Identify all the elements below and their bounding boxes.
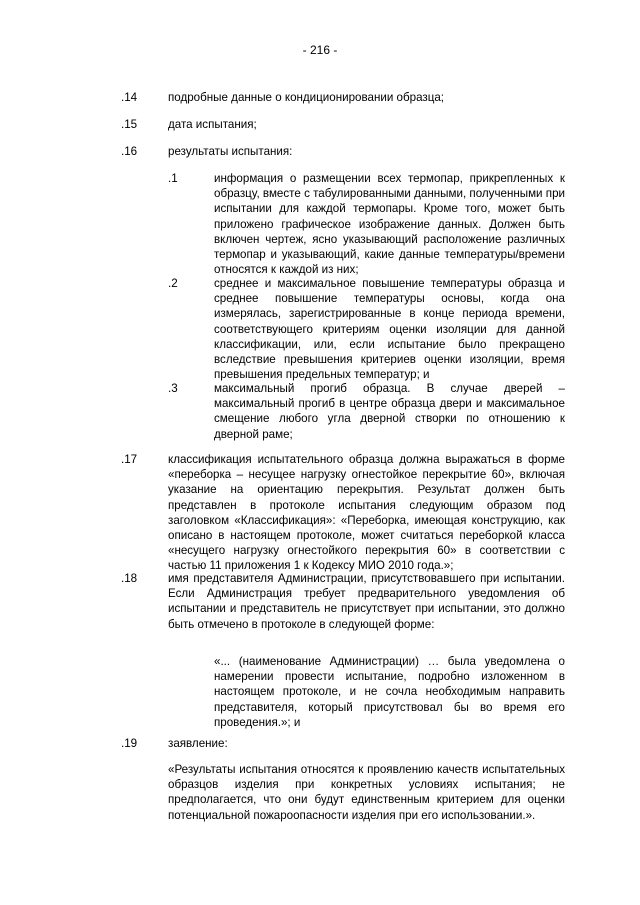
subitem-1-text: информация о размещении всех термопар, прикрепленных к образцу, вместе с табулированными данными, полученными при испытании для каждой термопары. Кроме того, может быть приложено графическое изображение данных. Должен быть включен чертеж, ясно указывающий расположение различных термопар и указывающий, какие данные температуры/времени относятся к каждой из них; xyxy=(214,172,565,277)
item-18-text: имя представителя Администрации, присутствовавшего при испытании. Если Администрация требует предварительного уведомления об испытании и представитель не присутствует при испытании, это должно быть отмечено в протоколе в следующей форме: xyxy=(168,572,565,631)
subitem-number-3: .3 xyxy=(168,382,178,395)
item-19-text: заявление: xyxy=(168,737,228,750)
item-number-16: .16 xyxy=(121,145,138,158)
item-16-text: результаты испытания: xyxy=(168,145,293,158)
item-number-15: .15 xyxy=(121,118,138,131)
item-15-text: дата испытания; xyxy=(168,118,257,131)
notification-quote: «... (наименование Администрации) … была уведомлена о намерении провести испытание, подробно изложенном в настоящем протоколе, и не сочла необходимым направить представителя, который присутствовал бы во время его проведения.»; и xyxy=(214,655,565,729)
subitem-2-text: среднее и максимальное повышение температуры образца и среднее повышение температуры основы, когда она измерялась, зарегистрированные в конце периода времени, соответствующего критериям оценки изоляции для данной классификации, или, если испытание было прекращено вследствие превышения критериев оценки изоляции, время превышения предельных температур; и xyxy=(214,277,565,382)
item-number-17: .17 xyxy=(121,453,138,466)
page-number: - 216 - xyxy=(302,43,338,57)
item-14-text: подробные данные о кондиционировании образца; xyxy=(168,91,445,104)
item-number-18: .18 xyxy=(121,572,138,585)
subitem-3-text: максимальный прогиб образца. В случае дверей – максимальный прогиб в центре образца двери и максимальное смещение любого угла дверной створки по отношению к дверной раме; xyxy=(214,382,565,441)
subitem-number-2: .2 xyxy=(168,277,178,290)
statement-quote: «Результаты испытания относятся к проявлению качеств испытательных образцов изделия при конкретных условиях испытания; не предполагается, что они будут единственным критерием для оценки потенциальной пожароопасности изделия при его использовании.». xyxy=(168,763,565,822)
subitem-number-1: .1 xyxy=(168,172,178,185)
item-17-text: классификация испытательного образца должна выражаться в форме «переборка – несущее нагрузку огнестойкое перекрытие 60», включая указание на ориентацию перекрытия. Результат должен быть представлен в протоколе испытания следующим образом под заголовком «Классификация»: «Переборка, имеющая конструкцию, как описано в настоящем протоколе, может считаться переборкой класса «несущего нагрузку огнестойкого перекрытия 60» в соответствии с частью 11 приложения 1 к Кодексу МИО 2010 года.»; xyxy=(168,453,565,573)
item-number-19: .19 xyxy=(121,737,138,750)
item-number-14: .14 xyxy=(121,91,138,104)
